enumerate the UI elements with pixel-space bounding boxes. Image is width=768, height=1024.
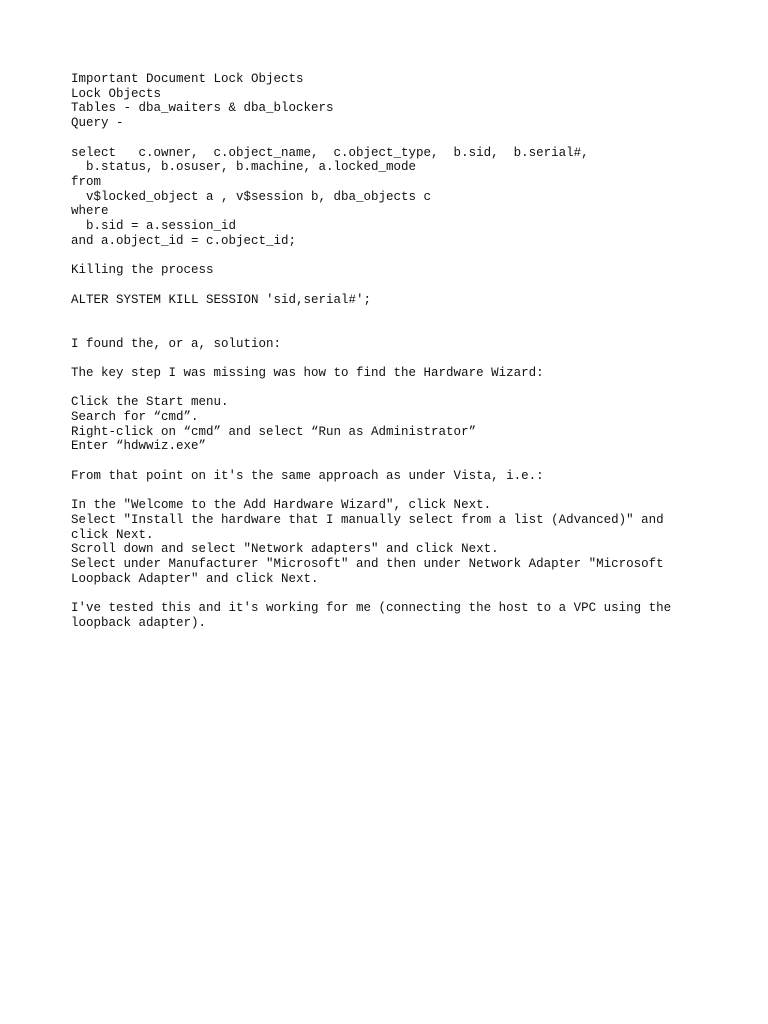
wizard-step-manufacturer-cont: Loopback Adapter" and click Next. [71, 571, 319, 586]
doc-subtitle: Lock Objects [71, 86, 162, 101]
kill-heading: Killing the process [71, 263, 214, 278]
doc-title: Important Document Lock Objects [71, 72, 304, 86]
blank-line [71, 351, 711, 366]
blank-line [71, 322, 711, 337]
key-step-line: The key step I was missing was how to find the Hardware Wizard: [71, 365, 544, 380]
step-enter-hdwwiz: Enter “hdwwiz.exe” [71, 439, 207, 454]
sql-from-line: from [71, 174, 102, 189]
blank-line [71, 307, 711, 322]
wizard-step-install-cont: click Next. [71, 527, 154, 542]
vista-approach-line: From that point on it's the same approach as under Vista, i.e.: [71, 468, 544, 483]
blank-line [71, 278, 711, 293]
blank-line [71, 381, 711, 396]
sql-where-line: where [71, 204, 109, 219]
sql-select-cont-line: b.status, b.osuser, b.machine, a.locked_mode [71, 160, 417, 175]
blank-line [71, 586, 711, 601]
step-start-menu: Click the Start menu. [71, 395, 229, 410]
tested-line-cont: loopback adapter). [71, 615, 207, 630]
blank-line [71, 454, 711, 469]
tested-line: I've tested this and it's working for me (connecting the host to a VPC using the [71, 601, 672, 616]
wizard-step-network: Scroll down and select "Network adapters" and click Next. [71, 542, 499, 557]
tables-line: Tables - dba_waiters & dba_blockers [71, 101, 334, 116]
sql-and-line: and a.object_id = c.object_id; [71, 233, 297, 248]
sql-tables-line: v$locked_object a , v$session b, dba_objects c [71, 189, 432, 204]
document-page [71, 72, 711, 631]
step-run-as-admin: Right-click on “cmd” and select “Run as Administrator” [71, 424, 477, 439]
wizard-step-install: Select "Install the hardware that I manually select from a list (Advanced)" and [71, 512, 664, 527]
sql-condition-line: b.sid = a.session_id [71, 219, 237, 234]
blank-line [71, 248, 711, 263]
blank-line [71, 484, 711, 499]
blank-line [71, 131, 711, 146]
sql-select-line: select c.owner, c.object_name, c.object_type, b.sid, b.serial#, [71, 145, 589, 160]
solution-intro: I found the, or a, solution: [71, 336, 282, 351]
wizard-step-manufacturer: Select under Manufacturer "Microsoft" and then under Network Adapter "Microsoft [71, 557, 664, 572]
kill-statement: ALTER SYSTEM KILL SESSION 'sid,serial#'; [71, 292, 372, 307]
step-search-cmd: Search for “cmd”. [71, 410, 199, 425]
query-label: Query - [71, 116, 124, 131]
wizard-step-welcome: In the "Welcome to the Add Hardware Wizard", click Next. [71, 498, 492, 513]
